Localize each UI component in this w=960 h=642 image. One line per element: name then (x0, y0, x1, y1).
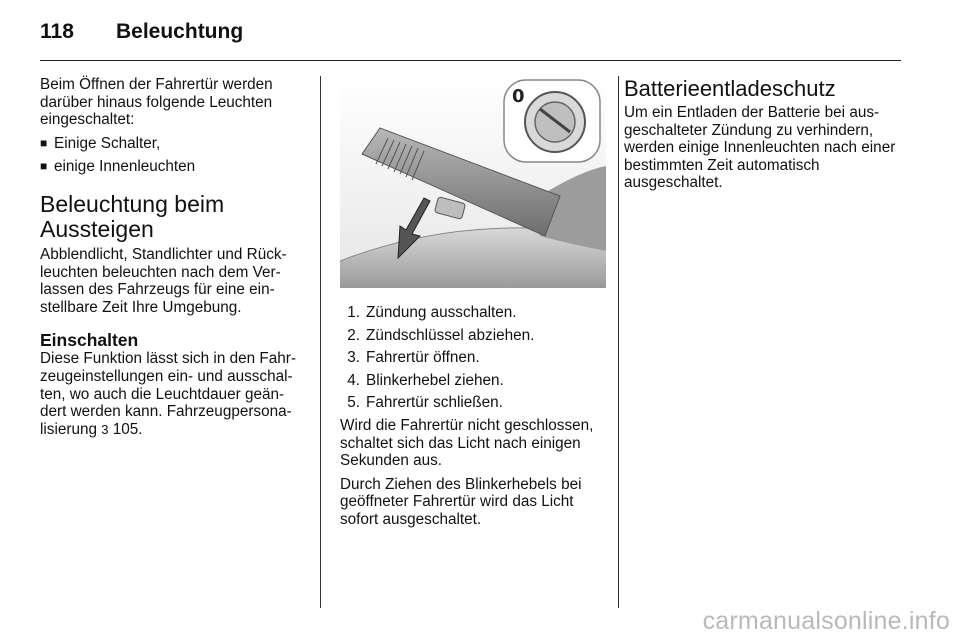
ignition-position-label: 0 (512, 86, 525, 107)
list-item: 3. Fahrertür öffnen. (347, 349, 480, 367)
section-title: Beleuchtung beim Aussteigen (40, 190, 225, 242)
bullet-item (40, 135, 308, 153)
reference-page[interactable]: 105. (112, 420, 143, 438)
column-middle (340, 76, 606, 535)
battery-protection-paragraph: Um ein Entladen der Batterie bei aus‐geschalteter Zündung zu verhindern, werden einige Innenleuchten nach einer bestimmten Zeit automatisch ausgeschaltet. (624, 104, 896, 192)
bullet-text: Einige Schalter, (54, 134, 161, 152)
page-header (40, 20, 920, 60)
battery-protection-title: Batterieentladeschutz (624, 76, 836, 101)
bullet-square-icon: ■ (40, 135, 48, 150)
bullet-square-icon: ■ (40, 159, 48, 174)
list-item: 4. Blinkerhebel ziehen. (347, 371, 504, 389)
list-item: 5. Fahrertür schließen. (347, 394, 503, 412)
reference-arrow-icon: 3 (101, 421, 109, 437)
bullet-text: einige Innenleuchten (54, 158, 196, 176)
column-divider-1 (320, 76, 321, 608)
turn-signal-lever-illustration (340, 76, 606, 288)
subsection-title: Einschalten (40, 330, 139, 351)
paragraph-lever-pull: Durch Ziehen des Blinkerhebels bei geöffneter Fahrertür wird das Licht sofort ausgeschaltet. (340, 475, 582, 528)
section-paragraph: Abblendlicht, Standlichter und Rück‐leuchten beleuchten nach dem Ver‐lassen des Fahrzeugs für eine ein‐stellbare Zeit Ihre Umgebung. (40, 245, 287, 316)
running-title: Beleuchtung (116, 20, 244, 43)
subsection-text: Diese Funktion lässt sich in den Fahr‐zeugeinstellungen ein- und ausschal‐ten, wo auch die Leuchtdauer geän‐dert werden kann. Fahrzeugpersona‐lisierung (40, 350, 296, 438)
column-divider-2 (618, 76, 619, 608)
header-rule (40, 60, 901, 61)
column-right (624, 76, 904, 198)
intro-paragraph: Beim Öffnen der Fahrertür werden darüber hinaus folgende Leuchten eingeschaltet: (40, 76, 273, 129)
paragraph-door-open: Wird die Fahrertür nicht geschlossen, schaltet sich das Licht nach einigen Sekunden aus. (340, 416, 594, 470)
bullet-item (40, 158, 308, 176)
steps-list (340, 304, 606, 412)
page-number: 118 (40, 20, 74, 43)
watermark: carmanualsonline.info (702, 607, 950, 635)
subsection-paragraph (40, 350, 308, 438)
list-item: 1. Zündung ausschalten. (347, 304, 517, 321)
list-item: 2. Zündschlüssel abziehen. (347, 326, 535, 344)
column-left (40, 76, 308, 444)
lever-illustration-svg (340, 76, 606, 288)
